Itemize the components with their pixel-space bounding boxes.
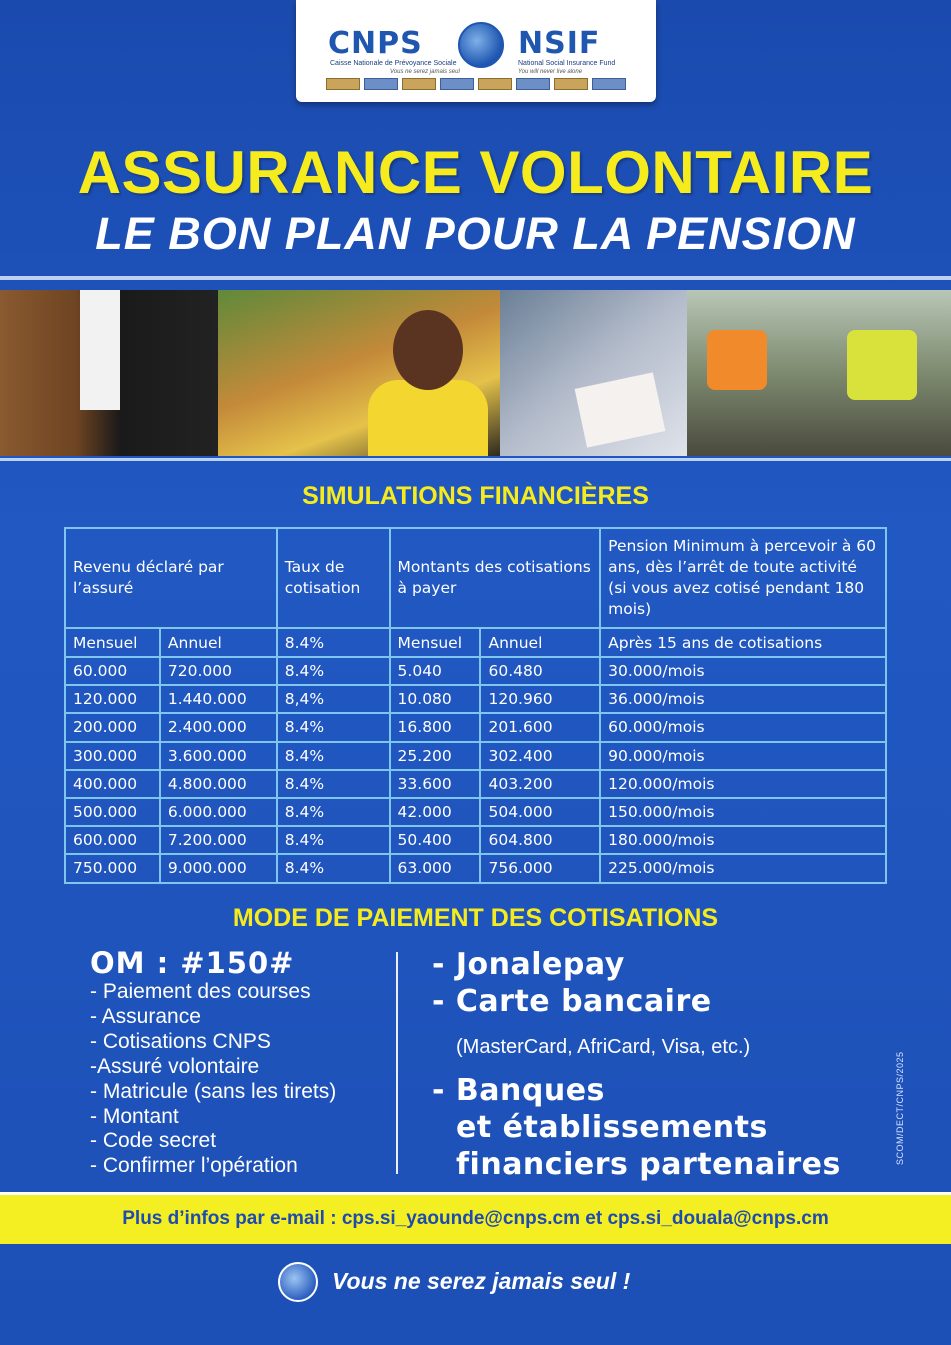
- payment-option-banques-line3: financiers partenaires: [456, 1147, 841, 1182]
- table-cell: 8,4%: [277, 685, 390, 713]
- payment-carte-note: (MasterCard, AfriCard, Visa, etc.): [456, 1036, 751, 1058]
- table-cell: 120.960: [480, 685, 600, 713]
- cnps-emblem-icon: [458, 22, 504, 68]
- table-cell: 504.000: [480, 798, 600, 826]
- header-taux: Taux de cotisation: [277, 528, 390, 628]
- payment-option-banques-line2: et établissements: [456, 1110, 768, 1145]
- table-cell: 60.000: [65, 657, 160, 685]
- logo-motto-en: You will never live alone: [518, 69, 583, 75]
- header-montants: Montants des cotisations à payer: [390, 528, 601, 628]
- table-row: [65, 742, 886, 770]
- table-cell: 200.000: [65, 713, 160, 741]
- table-cell: 500.000: [65, 798, 160, 826]
- table-cell: 8.4%: [277, 657, 390, 685]
- subheader-cell: Annuel: [160, 628, 277, 657]
- divider: [0, 458, 951, 461]
- logo-nsif-text: NSIF: [518, 26, 601, 61]
- page-title: ASSURANCE VOLONTAIRE: [77, 139, 874, 206]
- photo-lawyer: [0, 290, 218, 456]
- table-cell: 201.600: [480, 713, 600, 741]
- table-row: [65, 657, 886, 685]
- table-cell: 604.800: [480, 826, 600, 854]
- subheader-cell: Annuel: [480, 628, 600, 657]
- table-row: [65, 854, 886, 882]
- simulations-table: [64, 527, 887, 884]
- payment-option-carte: - Carte bancaire: [432, 984, 712, 1019]
- table-cell: 8.4%: [277, 742, 390, 770]
- table-cell: 42.000: [390, 798, 481, 826]
- list-item: - Assurance: [90, 1004, 201, 1028]
- om-steps-list: [90, 980, 336, 1179]
- table-cell: 302.400: [480, 742, 600, 770]
- table-cell: 7.200.000: [160, 826, 277, 854]
- table-cell: 6.000.000: [160, 798, 277, 826]
- award-badge-icon: [364, 78, 398, 90]
- list-item: - Code secret: [90, 1129, 217, 1153]
- table-cell: 36.000/mois: [600, 685, 886, 713]
- table-cell: 60.480: [480, 657, 600, 685]
- table-cell: 150.000/mois: [600, 798, 886, 826]
- subheader-cell: Après 15 ans de cotisations: [600, 628, 886, 657]
- table-cell: 120.000/mois: [600, 770, 886, 798]
- list-item: - Cotisations CNPS: [90, 1029, 271, 1053]
- simulations-title: SIMULATIONS FINANCIÈRES: [302, 482, 649, 510]
- table-cell: 8.4%: [277, 826, 390, 854]
- award-badge-icon: [326, 78, 360, 90]
- award-badge-icon: [554, 78, 588, 90]
- list-item: - Montant: [90, 1104, 179, 1128]
- table-cell: 120.000: [65, 685, 160, 713]
- table-subheader-row: [65, 628, 886, 657]
- table-cell: 90.000/mois: [600, 742, 886, 770]
- table-cell: 5.040: [390, 657, 481, 685]
- photo-market-vendor: [218, 290, 500, 456]
- table-cell: 33.600: [390, 770, 481, 798]
- logo-subtitle-fr: Caisse Nationale de Prévoyance Sociale: [330, 60, 457, 67]
- table-cell: 400.000: [65, 770, 160, 798]
- table-row: [65, 826, 886, 854]
- photo-moto-riders: [687, 290, 951, 456]
- list-item: - Paiement des courses: [90, 980, 311, 1003]
- contact-info: Plus d’infos par e-mail : cps.si_yaounde@cnps.cm et cps.si_douala@cnps.cm: [122, 1208, 829, 1229]
- header-pension: Pension Minimum à percevoir à 60 ans, dès l’arrêt de toute activité (si vous avez cotisé pendant 180 mois): [600, 528, 886, 628]
- table-cell: 600.000: [65, 826, 160, 854]
- logo-motto-fr: Vous ne serez jamais seul: [390, 69, 460, 75]
- table-cell: 30.000/mois: [600, 657, 886, 685]
- logo-subtitle-en: National Social Insurance Fund: [518, 60, 616, 67]
- table-cell: 225.000/mois: [600, 854, 886, 882]
- header-revenu: Revenu déclaré par l’assuré: [65, 528, 277, 628]
- divider: [0, 276, 951, 280]
- table-cell: 8.4%: [277, 854, 390, 882]
- table-cell: 300.000: [65, 742, 160, 770]
- payment-option-jonalepay: - Jonalepay: [432, 947, 625, 982]
- photo-band: [0, 290, 951, 456]
- om-code: OM : #150#: [90, 946, 295, 980]
- table-row: [65, 713, 886, 741]
- table-cell: 1.440.000: [160, 685, 277, 713]
- table-cell: 60.000/mois: [600, 713, 886, 741]
- table-cell: 2.400.000: [160, 713, 277, 741]
- award-badge-icon: [402, 78, 436, 90]
- payment-options: [432, 946, 841, 1183]
- list-item: -Assuré volontaire: [90, 1054, 260, 1078]
- reference-code: SCOM/DECT/CNPS/2025: [895, 1051, 905, 1165]
- table-cell: 756.000: [480, 854, 600, 882]
- table-row: [65, 685, 886, 713]
- logo-card: [296, 0, 656, 102]
- table-cell: 50.400: [390, 826, 481, 854]
- table-header-row: [65, 528, 886, 628]
- logo-cnps-text: CNPS: [328, 26, 423, 61]
- table-cell: 10.080: [390, 685, 481, 713]
- table-row: [65, 798, 886, 826]
- award-badge-icon: [440, 78, 474, 90]
- table-cell: 403.200: [480, 770, 600, 798]
- list-item: - Matricule (sans les tirets): [90, 1079, 337, 1103]
- table-cell: 9.000.000: [160, 854, 277, 882]
- cnps-emblem-icon: [278, 1262, 318, 1302]
- subheader-cell: Mensuel: [390, 628, 481, 657]
- table-cell: 8.4%: [277, 713, 390, 741]
- payment-option-banques: - Banques: [432, 1073, 605, 1108]
- page-subtitle: LE BON PLAN POUR LA PENSION: [95, 208, 856, 259]
- table-cell: 8.4%: [277, 770, 390, 798]
- list-item: - Confirmer l’opération: [90, 1154, 298, 1178]
- subheader-cell: 8.4%: [277, 628, 390, 657]
- photo-tailor: [500, 290, 687, 456]
- table-cell: 750.000: [65, 854, 160, 882]
- table-cell: 4.800.000: [160, 770, 277, 798]
- award-badge-icon: [592, 78, 626, 90]
- table-cell: 16.800: [390, 713, 481, 741]
- subheader-cell: Mensuel: [65, 628, 160, 657]
- table-cell: 3.600.000: [160, 742, 277, 770]
- table-row: [65, 770, 886, 798]
- table-cell: 25.200: [390, 742, 481, 770]
- table-cell: 180.000/mois: [600, 826, 886, 854]
- award-badges: [326, 78, 626, 90]
- award-badge-icon: [516, 78, 550, 90]
- table-cell: 63.000: [390, 854, 481, 882]
- column-divider: [396, 952, 398, 1174]
- table-cell: 720.000: [160, 657, 277, 685]
- footer-slogan: Vous ne serez jamais seul !: [332, 1268, 631, 1294]
- table-cell: 8.4%: [277, 798, 390, 826]
- logo: [296, 22, 656, 64]
- award-badge-icon: [478, 78, 512, 90]
- payment-title: MODE DE PAIEMENT DES COTISATIONS: [232, 904, 719, 932]
